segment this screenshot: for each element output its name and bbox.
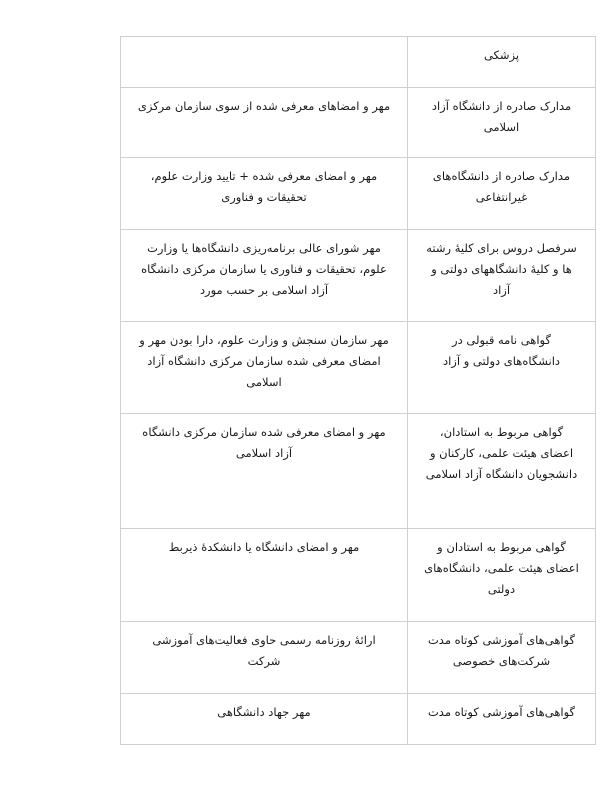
document-type-text: گواهی مربوط به استادان، اعضای هیئت علمی، کارکنان و دانشجویان دانشگاه آزاد اسلامی xyxy=(425,425,578,481)
table-row xyxy=(121,158,596,230)
document-type-cell xyxy=(408,694,596,745)
document-type-cell xyxy=(408,622,596,694)
required-stamp-cell xyxy=(121,622,408,694)
document-type-cell xyxy=(408,322,596,414)
document-type-cell xyxy=(408,158,596,230)
document-type-cell xyxy=(408,230,596,322)
required-stamp-text: ارائهٔ روزنامه رسمی حاوی فعالیت‌های آموزشی شرکت xyxy=(152,633,376,668)
table-row xyxy=(121,622,596,694)
document-type-cell xyxy=(408,529,596,622)
table-row xyxy=(121,529,596,622)
table-row xyxy=(121,230,596,322)
required-stamp-cell xyxy=(121,158,408,230)
document-type-cell xyxy=(408,88,596,158)
table-row xyxy=(121,88,596,158)
document-type-cell xyxy=(408,37,596,88)
table-row xyxy=(121,322,596,414)
document-type-cell xyxy=(408,414,596,529)
table-row xyxy=(121,414,596,529)
table-row xyxy=(121,694,596,745)
required-stamp-cell xyxy=(121,322,408,414)
required-stamp-cell xyxy=(121,230,408,322)
document-type-text: مدارک صادره از دانشگاه‌های غیرانتفاعی xyxy=(432,169,571,204)
required-stamp-text xyxy=(121,37,407,45)
requirements-table xyxy=(120,36,596,745)
required-stamp-text: مهر شورای عالی برنامه‌ریزی دانشگاه‌ها یا وزارت علوم، تحقیقات و فناوری یا سازمان مرکزی دانشگاه آزاد اسلامی بر حسب مورد xyxy=(141,241,387,297)
required-stamp-text: مهر و امضاهای معرفی شده از سوی سازمان مرکزی xyxy=(137,99,391,113)
document-type-text: مدارک صادره از دانشگاه آزاد اسلامی xyxy=(431,99,572,134)
required-stamp-text: مهر و امضای دانشگاه یا دانشکدهٔ ذیربط xyxy=(168,540,360,554)
required-stamp-text: مهر سازمان سنجش و وزارت علوم، دارا بودن مهر و امضای معرفی شده سازمان مرکزی دانشگاه آزاد اسلامی xyxy=(139,333,389,389)
document-type-text: پزشکی xyxy=(483,48,520,62)
document-type-text: سرفصل دروس برای کلیهٔ رشته ها و کلیهٔ دانشگاههای دولتی و آزاد xyxy=(426,241,577,297)
document-type-text: گواهی‌های آموزشی کوتاه مدت شرکت‌های خصوصی xyxy=(427,633,576,668)
table-row xyxy=(121,37,596,88)
required-stamp-cell xyxy=(121,694,408,745)
required-stamp-cell xyxy=(121,88,408,158)
document-type-text: گواهی‌های آموزشی کوتاه مدت xyxy=(427,705,576,719)
document-type-text: گواهی نامه قبولی در دانشگاه‌های دولتی و آزاد xyxy=(442,333,561,368)
required-stamp-text: مهر و امضای معرفی شده + تایید وزارت علوم، تحقیقات و فناوری xyxy=(150,169,378,204)
required-stamp-text: مهر جهاد دانشگاهی xyxy=(217,705,311,719)
required-stamp-cell xyxy=(121,529,408,622)
required-stamp-cell xyxy=(121,37,408,88)
document-type-text: گواهی مربوط به استادان و اعضای هیئت علمی، دانشگاه‌های دولتی xyxy=(424,540,579,596)
required-stamp-cell xyxy=(121,414,408,529)
required-stamp-text: مهر و امضای معرفی شده سازمان مرکزی دانشگاه آزاد اسلامی xyxy=(142,425,386,460)
